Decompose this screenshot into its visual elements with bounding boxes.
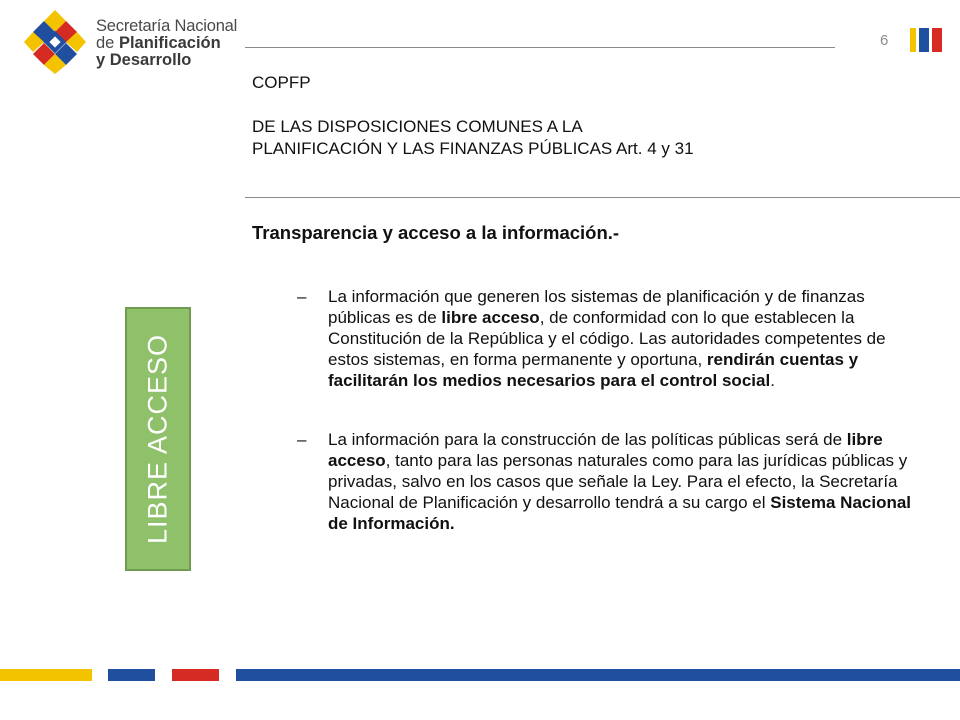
slide-title <box>252 72 694 160</box>
bullet-text: , tanto para las personas naturales como para las jurídicas públicas y privadas, salvo en los casos que señale la Ley. Para el efecto, la Secretaría Nacional de Planificación y desarrollo tendrá a su cargo el <box>328 451 908 512</box>
logo-line-1: Secretaría Nacional <box>96 17 238 35</box>
bullet-text: La información que generen los sistemas de planificación y de finanzas públicas es de <box>328 287 865 327</box>
snpd-logo <box>22 8 262 76</box>
title-line-2: DE LAS DISPOSICIONES COMUNES A LA <box>252 117 583 136</box>
flag-stripe-yellow <box>910 28 916 52</box>
flag-stripes <box>910 28 942 52</box>
footer-segment-yellow <box>0 669 92 681</box>
page-number: 6 <box>880 32 889 49</box>
bullet-text-bold: rendirán cuentas y facilitarán los medios necesarios para el control social <box>328 350 859 390</box>
footer-color-bar <box>0 669 960 681</box>
bullet-item <box>297 429 917 534</box>
logo-line-2-prefix: de <box>96 34 119 52</box>
logo-line-3: y Desarrollo <box>96 51 192 69</box>
logo-wordmark <box>96 18 237 69</box>
bullet-text: La información para la construcción de las políticas públicas será de <box>328 430 847 449</box>
libre-acceso-box <box>125 307 191 571</box>
side-label: LIBRE ACCESO <box>142 333 173 545</box>
logo-line-2-bold: Planificación <box>118 34 221 52</box>
bullet-text: . <box>770 371 775 390</box>
logo-line-2 <box>96 35 237 52</box>
header-divider <box>245 47 835 48</box>
flag-stripe-blue <box>919 28 929 52</box>
footer-segment-blue-long <box>236 669 960 681</box>
title-line-1: COPFP <box>252 73 311 92</box>
title-divider <box>245 197 960 198</box>
logo-emblem-icon <box>22 8 88 76</box>
bullet-item <box>297 286 917 391</box>
flag-stripe-red <box>932 28 942 52</box>
bullet-list <box>297 286 917 534</box>
bullet-dash: – <box>297 430 307 449</box>
title-line-3: PLANIFICACIÓN Y LAS FINANZAS PÚBLICAS Art. 4 y 31 <box>252 139 694 158</box>
footer-segment-blue <box>108 669 155 681</box>
bullet-dash: – <box>297 287 307 306</box>
bullet-text-bold: libre acceso <box>328 430 883 470</box>
footer-segment-red <box>172 669 219 681</box>
bullet-text-bold: Sistema Nacional de Información. <box>328 493 912 533</box>
section-heading: Transparencia y acceso a la información.- <box>252 222 620 243</box>
bullet-text: , de conformidad con lo que establecen la Constitución de la República y el código. Las autoridades competentes de estos sistemas, en forma permanente y oportuna, <box>328 308 886 369</box>
bullet-text-bold: libre acceso <box>441 308 540 327</box>
